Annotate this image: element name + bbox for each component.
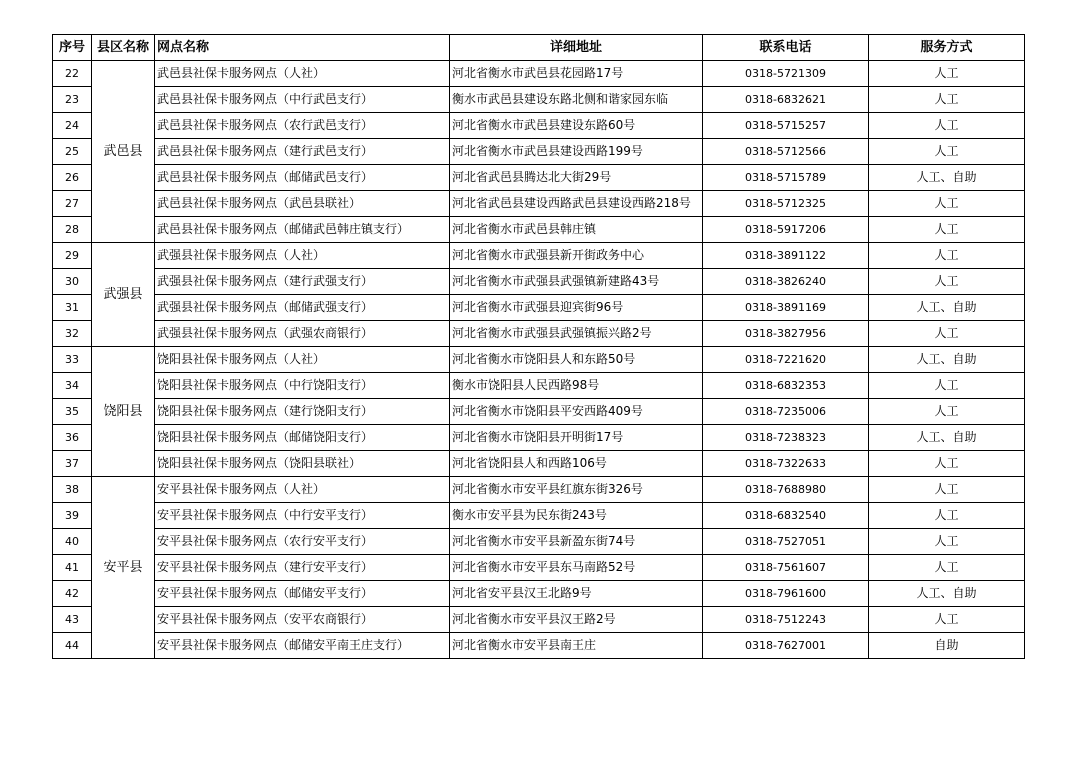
phone-cell: 0318-6832353: [703, 373, 869, 399]
table-row: [53, 555, 1025, 581]
table-row: [53, 529, 1025, 555]
address-cell: 河北省衡水市饶阳县人和东路50号: [450, 347, 703, 373]
service-cell: 人工: [869, 113, 1025, 139]
name-cell: 安平县社保卡服务网点（邮储安平南王庄支行）: [155, 633, 450, 659]
phone-cell: 0318-7238323: [703, 425, 869, 451]
seq-cell: 31: [53, 295, 92, 321]
name-cell: 武强县社保卡服务网点（邮储武强支行）: [155, 295, 450, 321]
phone-cell: 0318-6832540: [703, 503, 869, 529]
header-row: [53, 35, 1025, 61]
seq-cell: 35: [53, 399, 92, 425]
table-row: [53, 347, 1025, 373]
seq-cell: 32: [53, 321, 92, 347]
name-cell: 安平县社保卡服务网点（中行安平支行）: [155, 503, 450, 529]
address-cell: 河北省衡水市武邑县花园路17号: [450, 61, 703, 87]
name-cell: 饶阳县社保卡服务网点（邮储饶阳支行）: [155, 425, 450, 451]
seq-cell: 26: [53, 165, 92, 191]
service-cell: 人工: [869, 451, 1025, 477]
table-row: [53, 399, 1025, 425]
name-cell: 安平县社保卡服务网点（农行安平支行）: [155, 529, 450, 555]
name-cell: 武邑县社保卡服务网点（邮储武邑支行）: [155, 165, 450, 191]
name-cell: 武邑县社保卡服务网点（建行武邑支行）: [155, 139, 450, 165]
table-row: [53, 61, 1025, 87]
phone-cell: 0318-7235006: [703, 399, 869, 425]
phone-cell: 0318-5715789: [703, 165, 869, 191]
address-cell: 河北省衡水市饶阳县平安西路409号: [450, 399, 703, 425]
header-seq: 序号: [53, 35, 92, 61]
table-row: [53, 503, 1025, 529]
name-cell: 饶阳县社保卡服务网点（中行饶阳支行）: [155, 373, 450, 399]
address-cell: 河北省衡水市安平县红旗东街326号: [450, 477, 703, 503]
seq-cell: 40: [53, 529, 92, 555]
service-cell: 人工: [869, 607, 1025, 633]
table-row: [53, 477, 1025, 503]
name-cell: 武邑县社保卡服务网点（邮储武邑韩庄镇支行）: [155, 217, 450, 243]
address-cell: 衡水市安平县为民东街243号: [450, 503, 703, 529]
table-row: [53, 581, 1025, 607]
service-cell: 人工: [869, 87, 1025, 113]
name-cell: 安平县社保卡服务网点（人社）: [155, 477, 450, 503]
phone-cell: 0318-7527051: [703, 529, 869, 555]
address-cell: 河北省衡水市安平县新盈东街74号: [450, 529, 703, 555]
phone-cell: 0318-3827956: [703, 321, 869, 347]
county-cell: 武强县: [92, 243, 155, 347]
seq-cell: 25: [53, 139, 92, 165]
address-cell: 河北省衡水市武强县新开街政务中心: [450, 243, 703, 269]
service-cell: 人工、自助: [869, 425, 1025, 451]
header-name: 网点名称: [155, 35, 450, 61]
service-cell: 人工: [869, 321, 1025, 347]
service-cell: 人工: [869, 477, 1025, 503]
phone-cell: 0318-3826240: [703, 269, 869, 295]
seq-cell: 24: [53, 113, 92, 139]
seq-cell: 28: [53, 217, 92, 243]
service-cell: 自助: [869, 633, 1025, 659]
phone-cell: 0318-5715257: [703, 113, 869, 139]
seq-cell: 36: [53, 425, 92, 451]
seq-cell: 39: [53, 503, 92, 529]
service-cell: 人工、自助: [869, 347, 1025, 373]
phone-cell: 0318-5917206: [703, 217, 869, 243]
address-cell: 河北省衡水市武强县武强镇新建路43号: [450, 269, 703, 295]
county-cell: 武邑县: [92, 61, 155, 243]
seq-cell: 23: [53, 87, 92, 113]
table-row: [53, 295, 1025, 321]
phone-cell: 0318-3891169: [703, 295, 869, 321]
table-row: [53, 191, 1025, 217]
address-cell: 衡水市饶阳县人民西路98号: [450, 373, 703, 399]
service-cell: 人工: [869, 61, 1025, 87]
county-cell: 安平县: [92, 477, 155, 659]
seq-cell: 43: [53, 607, 92, 633]
table-body: [53, 61, 1025, 659]
phone-cell: 0318-7561607: [703, 555, 869, 581]
address-cell: 衡水市武邑县建设东路北侧和谐家园东临: [450, 87, 703, 113]
seq-cell: 44: [53, 633, 92, 659]
service-cell: 人工、自助: [869, 295, 1025, 321]
name-cell: 饶阳县社保卡服务网点（人社）: [155, 347, 450, 373]
table-row: [53, 633, 1025, 659]
address-cell: 河北省衡水市安平县东马南路52号: [450, 555, 703, 581]
seq-cell: 41: [53, 555, 92, 581]
address-cell: 河北省衡水市武强县武强镇振兴路2号: [450, 321, 703, 347]
phone-cell: 0318-7322633: [703, 451, 869, 477]
phone-cell: 0318-7961600: [703, 581, 869, 607]
table-row: [53, 269, 1025, 295]
seq-cell: 30: [53, 269, 92, 295]
address-cell: 河北省安平县汉王北路9号: [450, 581, 703, 607]
header-address: 详细地址: [450, 35, 703, 61]
service-points-table: [52, 34, 1025, 659]
address-cell: 河北省武邑县腾达北大街29号: [450, 165, 703, 191]
county-cell: 饶阳县: [92, 347, 155, 477]
seq-cell: 37: [53, 451, 92, 477]
service-cell: 人工: [869, 191, 1025, 217]
table-row: [53, 321, 1025, 347]
name-cell: 安平县社保卡服务网点（邮储安平支行）: [155, 581, 450, 607]
address-cell: 河北省衡水市饶阳县开明街17号: [450, 425, 703, 451]
name-cell: 安平县社保卡服务网点（建行安平支行）: [155, 555, 450, 581]
name-cell: 武邑县社保卡服务网点（人社）: [155, 61, 450, 87]
phone-cell: 0318-7221620: [703, 347, 869, 373]
address-cell: 河北省饶阳县人和西路106号: [450, 451, 703, 477]
address-cell: 河北省衡水市武邑县建设西路199号: [450, 139, 703, 165]
phone-cell: 0318-6832621: [703, 87, 869, 113]
service-cell: 人工: [869, 269, 1025, 295]
service-cell: 人工: [869, 373, 1025, 399]
service-cell: 人工: [869, 139, 1025, 165]
service-cell: 人工: [869, 399, 1025, 425]
seq-cell: 27: [53, 191, 92, 217]
name-cell: 武强县社保卡服务网点（武强农商银行）: [155, 321, 450, 347]
table-row: [53, 217, 1025, 243]
table-row: [53, 165, 1025, 191]
service-cell: 人工、自助: [869, 581, 1025, 607]
seq-cell: 33: [53, 347, 92, 373]
seq-cell: 42: [53, 581, 92, 607]
table-row: [53, 607, 1025, 633]
service-cell: 人工: [869, 529, 1025, 555]
seq-cell: 29: [53, 243, 92, 269]
table-row: [53, 451, 1025, 477]
name-cell: 饶阳县社保卡服务网点（饶阳县联社）: [155, 451, 450, 477]
table-row: [53, 373, 1025, 399]
name-cell: 武强县社保卡服务网点（建行武强支行）: [155, 269, 450, 295]
service-cell: 人工: [869, 555, 1025, 581]
header-county: 县区名称: [92, 35, 155, 61]
phone-cell: 0318-7512243: [703, 607, 869, 633]
name-cell: 安平县社保卡服务网点（安平农商银行）: [155, 607, 450, 633]
table-row: [53, 139, 1025, 165]
phone-cell: 0318-7688980: [703, 477, 869, 503]
phone-cell: 0318-3891122: [703, 243, 869, 269]
name-cell: 武邑县社保卡服务网点（中行武邑支行）: [155, 87, 450, 113]
address-cell: 河北省衡水市武邑县建设东路60号: [450, 113, 703, 139]
phone-cell: 0318-5721309: [703, 61, 869, 87]
address-cell: 河北省衡水市武强县迎宾街96号: [450, 295, 703, 321]
seq-cell: 38: [53, 477, 92, 503]
table-row: [53, 243, 1025, 269]
table-row: [53, 425, 1025, 451]
address-cell: 河北省武邑县建设西路武邑县建设西路218号: [450, 191, 703, 217]
phone-cell: 0318-5712325: [703, 191, 869, 217]
service-cell: 人工、自助: [869, 165, 1025, 191]
name-cell: 武邑县社保卡服务网点（武邑县联社）: [155, 191, 450, 217]
header-phone: 联系电话: [703, 35, 869, 61]
service-cell: 人工: [869, 217, 1025, 243]
address-cell: 河北省衡水市安平县汉王路2号: [450, 607, 703, 633]
header-service: 服务方式: [869, 35, 1025, 61]
seq-cell: 22: [53, 61, 92, 87]
phone-cell: 0318-5712566: [703, 139, 869, 165]
table-row: [53, 113, 1025, 139]
table-row: [53, 87, 1025, 113]
service-cell: 人工: [869, 503, 1025, 529]
address-cell: 河北省衡水市武邑县韩庄镇: [450, 217, 703, 243]
seq-cell: 34: [53, 373, 92, 399]
name-cell: 武强县社保卡服务网点（人社）: [155, 243, 450, 269]
service-cell: 人工: [869, 243, 1025, 269]
phone-cell: 0318-7627001: [703, 633, 869, 659]
address-cell: 河北省衡水市安平县南王庄: [450, 633, 703, 659]
name-cell: 饶阳县社保卡服务网点（建行饶阳支行）: [155, 399, 450, 425]
name-cell: 武邑县社保卡服务网点（农行武邑支行）: [155, 113, 450, 139]
